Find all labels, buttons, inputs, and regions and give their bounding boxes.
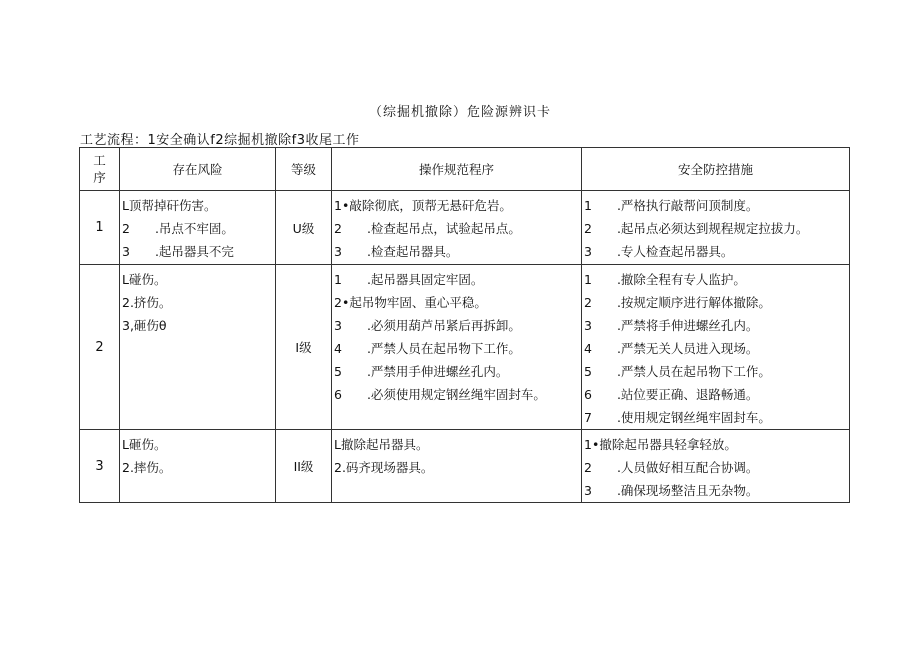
measures-cell [582, 191, 850, 265]
hazard-table [79, 147, 850, 503]
step-number: 1 [80, 191, 120, 265]
risk-cell [120, 191, 276, 265]
measures-cell [582, 430, 850, 503]
header-step: 工序 [80, 148, 120, 191]
table-row [80, 265, 850, 430]
risk-item: L砸伤。 [122, 437, 167, 452]
risk-item: 2.摔伤。 [122, 460, 172, 475]
step-number: 2 [80, 265, 120, 430]
procedure-cell [332, 191, 582, 265]
measure-item: 2 .人员做好相互配合协调。 [584, 460, 759, 475]
measure-item: 1 .严格执行敲帮问顶制度。 [584, 198, 759, 213]
procedure-item: 5 .严禁用手伸进螺丝孔内。 [334, 364, 509, 379]
procedure-item: 6 .必须使用规定钢丝绳牢固封车。 [334, 387, 546, 402]
measure-item: 5 .严禁人员在起吊物下工作。 [584, 364, 771, 379]
risk-cell [120, 430, 276, 503]
risk-item: 3 .起吊器具不完 [122, 244, 234, 259]
measures-cell [582, 265, 850, 430]
procedure-item: 1 .起吊器具固定牢固。 [334, 272, 484, 287]
level-cell: I级 [276, 265, 332, 430]
procedure-item: 2.码齐现场器具。 [334, 460, 434, 475]
header-level: 等级 [276, 148, 332, 191]
measure-item: 7 .使用规定钢丝绳牢固封车。 [584, 410, 771, 425]
level-cell: II级 [276, 430, 332, 503]
step-number: 3 [80, 430, 120, 503]
procedure-item: 2 .检查起吊点，试验起吊点。 [334, 221, 521, 236]
measure-item: 6 .站位要正确、退路畅通。 [584, 387, 759, 402]
measure-item: 2 .起吊点必须达到规程规定拉拔力。 [584, 221, 809, 236]
risk-cell [120, 265, 276, 430]
measure-item: 1 .撤除全程有专人监护。 [584, 272, 746, 287]
procedure-cell [332, 430, 582, 503]
risk-item: 2 .吊点不牢固。 [122, 221, 234, 236]
header-risk: 存在风险 [120, 148, 276, 191]
procedure-cell [332, 265, 582, 430]
level-cell: U级 [276, 191, 332, 265]
measure-item: 4 .严禁无关人员进入现场。 [584, 341, 759, 356]
measure-item: 2 .按规定顺序进行解体撤除。 [584, 295, 771, 310]
procedure-item: 3 .检查起吊器具。 [334, 244, 459, 259]
header-procedure: 操作规范程序 [332, 148, 582, 191]
risk-item: 3,砸伤θ [122, 318, 167, 333]
card-title: （综掘机撤除）危险源辨识卡 [368, 105, 551, 120]
header-measures: 安全防控措施 [582, 148, 850, 191]
procedure-item: 2•起吊物牢固、重心平稳。 [334, 295, 487, 310]
measure-item: 3 .专人检查起吊器具。 [584, 244, 734, 259]
table-row [80, 191, 850, 265]
risk-item: L顶帮掉矸伤害。 [122, 198, 217, 213]
risk-item: 2.挤伤。 [122, 295, 172, 310]
procedure-item: 3 .必须用葫芦吊紧后再拆卸。 [334, 318, 521, 333]
procedure-item: 4 .严禁人员在起吊物下工作。 [334, 341, 521, 356]
risk-item: L碰伤。 [122, 272, 167, 287]
process-flow: 工艺流程：1安全确认f2综掘机撤除f3收尾工作 [80, 133, 360, 148]
measure-item: 3 .严禁将手伸进螺丝孔内。 [584, 318, 759, 333]
measure-item: 3 .确保现场整洁且无杂物。 [584, 483, 759, 498]
procedure-item: 1•敲除彻底，顶帮无悬矸危岩。 [334, 198, 512, 213]
measure-item: 1•撤除起吊器具轻拿轻放。 [584, 437, 737, 452]
table-row [80, 430, 850, 503]
procedure-item: L撤除起吊器具。 [334, 437, 429, 452]
table-header-row [80, 148, 850, 191]
